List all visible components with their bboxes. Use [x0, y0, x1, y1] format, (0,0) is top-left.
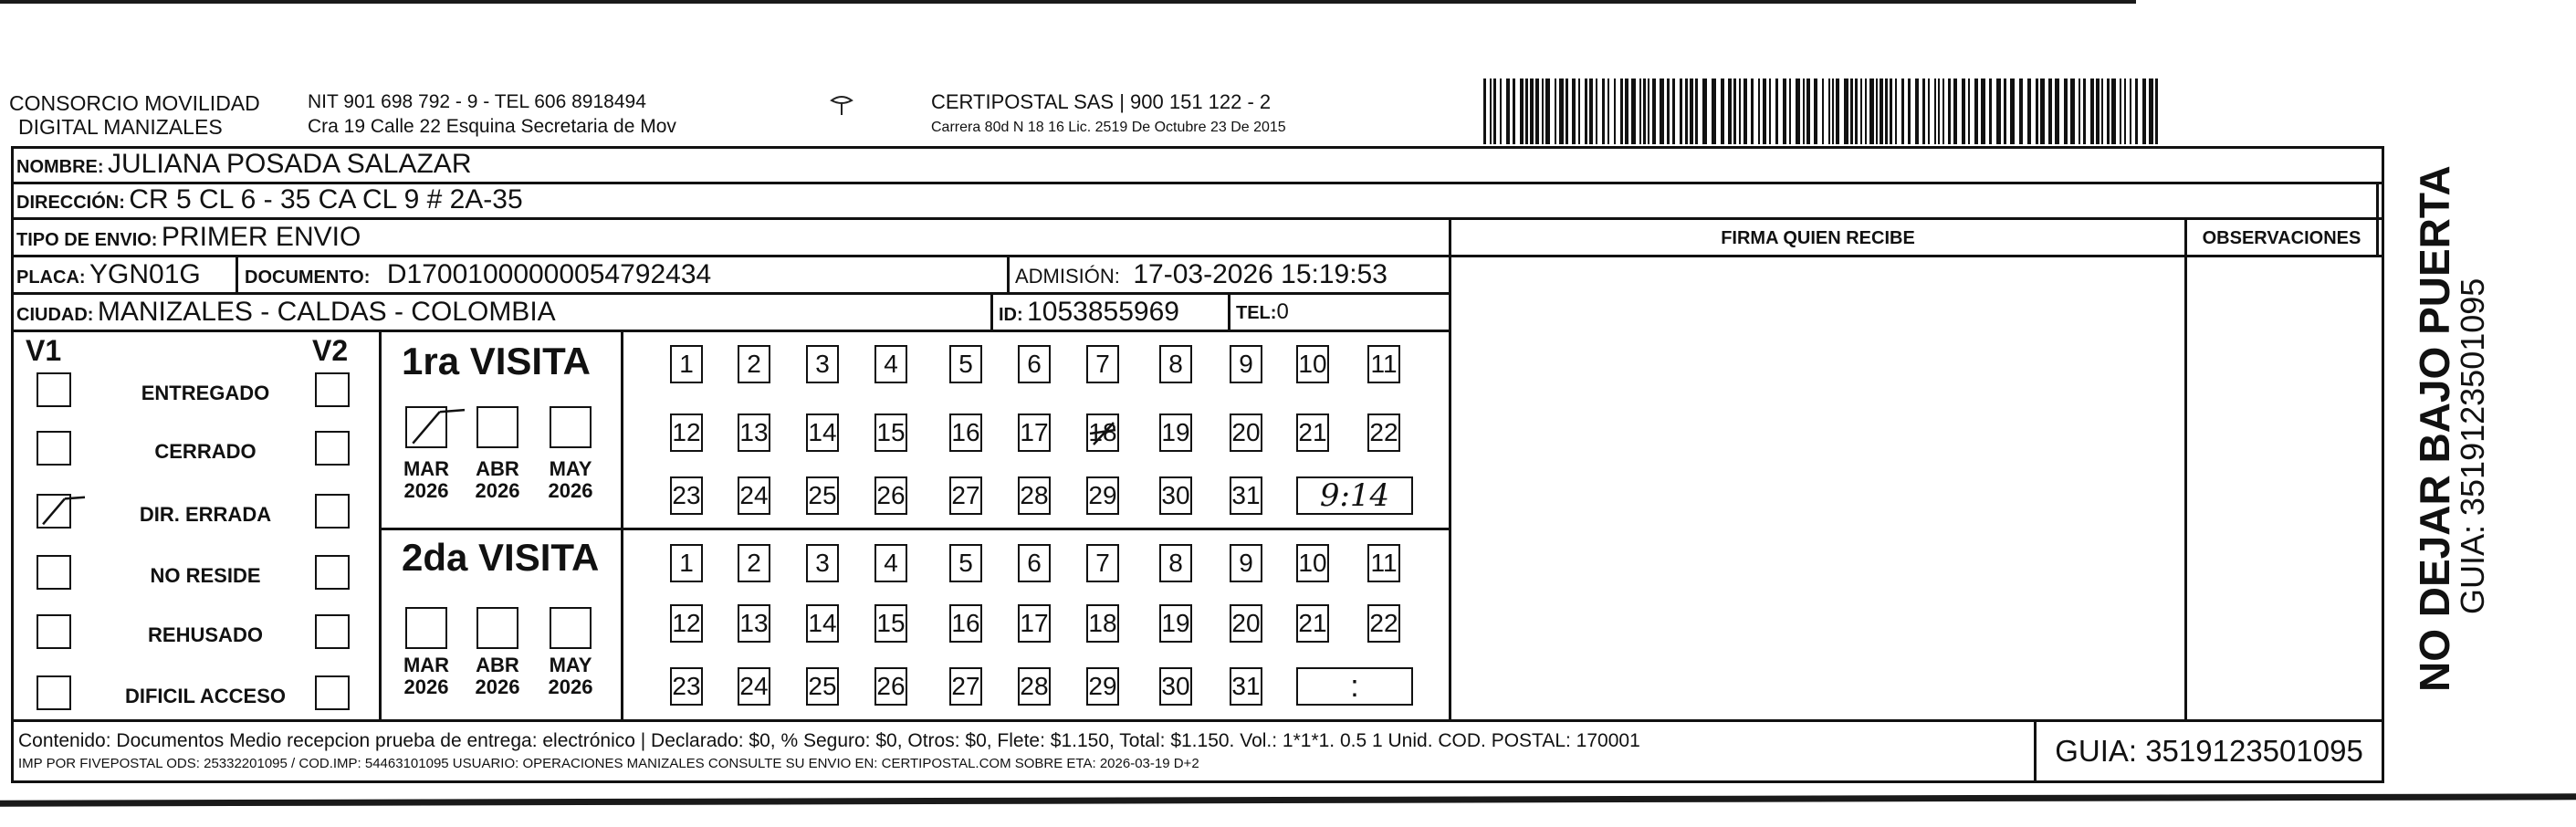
day-box: 17	[1018, 414, 1051, 452]
day-box: 27	[949, 476, 982, 515]
day-box: 16	[949, 414, 982, 452]
second-visit-title: 2da VISITA	[402, 536, 600, 579]
month-year: 2026	[403, 675, 449, 698]
sender-name-line2: DIGITAL MANIZALES	[18, 115, 223, 139]
month-year: 2026	[548, 479, 593, 502]
v1-status-checkbox	[37, 431, 71, 466]
month-label	[396, 458, 456, 502]
day-box: 8	[1159, 345, 1192, 383]
v1-header: V1	[26, 334, 62, 367]
first-visit-title: 1ra VISITA	[402, 340, 591, 382]
v2-header: V2	[312, 334, 349, 367]
day-box: 24	[738, 476, 770, 515]
day-mark-icon	[1086, 414, 1119, 452]
day-box: 8	[1159, 544, 1192, 582]
day-box: 14	[806, 414, 839, 452]
tel-value: 0	[1276, 299, 1289, 324]
tel-label: TEL:	[1236, 303, 1277, 323]
month-checkbox	[405, 607, 447, 649]
col-divider	[990, 292, 993, 330]
placa-label: PLACA:	[16, 267, 86, 288]
month-year: 2026	[475, 675, 520, 698]
month-label	[540, 654, 601, 698]
side-guia-text: GUIA: 3519123501095	[2454, 277, 2491, 614]
day-box: 6	[1018, 544, 1051, 582]
day-box: 2	[738, 544, 770, 582]
col-divider	[1007, 255, 1010, 292]
status-label: NO RESIDE	[150, 564, 261, 587]
day-box: 26	[874, 667, 907, 706]
id-label: ID:	[999, 305, 1023, 325]
day-box: 28	[1018, 476, 1051, 515]
visit-divider	[379, 528, 1449, 530]
month-year: 2026	[475, 479, 520, 502]
day-box: 4	[874, 345, 907, 383]
direccion-label: DIRECCIÓN:	[16, 193, 125, 213]
day-box: 13	[738, 414, 770, 452]
day-box: 29	[1086, 476, 1119, 515]
month-name: MAY	[549, 457, 592, 480]
id-value: 1053855969	[1027, 297, 1179, 327]
direccion-field	[16, 185, 523, 219]
tipo-envio-label: TIPO DE ENVIO:	[16, 230, 158, 250]
month-name: MAY	[549, 654, 592, 676]
day-box: 7	[1086, 544, 1119, 582]
day-box: 28	[1018, 667, 1051, 706]
month-year: 2026	[548, 675, 593, 698]
v1-status-checkbox	[37, 614, 71, 649]
day-box: 15	[874, 604, 907, 643]
day-box: 24	[738, 667, 770, 706]
carrier-license: Carrera 80d N 18 16 Lic. 2519 De Octubre 23 De 2015	[931, 120, 1286, 135]
sender-nit	[308, 89, 676, 139]
col-divider	[379, 330, 382, 719]
barcode-icon	[1483, 79, 2163, 144]
day-box: 12	[670, 604, 703, 643]
v1-status-checkbox	[37, 555, 71, 590]
day-box: 31	[1230, 667, 1262, 706]
day-box: 25	[806, 667, 839, 706]
day-box: 31	[1230, 476, 1262, 515]
sender-name-line1: CONSORCIO MOVILIDAD	[9, 91, 260, 115]
day-box: 7	[1086, 345, 1119, 383]
admision-field	[1015, 260, 1387, 294]
month-label	[540, 458, 601, 502]
month-name: ABR	[476, 654, 519, 676]
day-box: 21	[1296, 414, 1329, 452]
day-box: 4	[874, 544, 907, 582]
admision-label: ADMISIÓN:	[1015, 265, 1120, 288]
day-box: 2	[738, 345, 770, 383]
day-box: 3	[806, 345, 839, 383]
col-divider	[1449, 217, 1451, 719]
month-checkbox	[405, 406, 447, 448]
day-box: 30	[1159, 476, 1192, 515]
month-year: 2026	[403, 479, 449, 502]
placa-value: YGN01G	[89, 259, 201, 289]
nombre-label: NOMBRE:	[16, 157, 104, 177]
direccion-value: CR 5 CL 6 - 35 CA CL 9 # 2A-35	[129, 184, 523, 215]
carrier-name: CERTIPOSTAL SAS | 900 151 122 - 2	[931, 90, 1272, 113]
day-box: 5	[949, 544, 982, 582]
day-box: 26	[874, 476, 907, 515]
certipostal-logo-icon	[814, 93, 869, 130]
month-checkbox	[550, 406, 592, 448]
no-dejar-bajo-puerta-text: NO DEJAR BAJO PUERTA	[2411, 165, 2458, 692]
firma-header: FIRMA QUIEN RECIBE	[1721, 228, 1915, 248]
month-name: ABR	[476, 457, 519, 480]
day-box: 3	[806, 544, 839, 582]
month-label	[396, 654, 456, 698]
day-box: 14	[806, 604, 839, 643]
ciudad-label: CIUDAD:	[16, 305, 94, 325]
day-box: 5	[949, 345, 982, 383]
day-box: 16	[949, 604, 982, 643]
status-label: DIR. ERRADA	[139, 503, 272, 526]
day-box: 11	[1367, 345, 1400, 383]
col-divider	[2184, 217, 2187, 719]
month-label	[467, 654, 528, 698]
footer-divider	[11, 719, 2384, 722]
day-box: 9	[1230, 345, 1262, 383]
month-checkbox	[476, 607, 518, 649]
day-box: 20	[1230, 604, 1262, 643]
contenido-line: Contenido: Documentos Medio recepcion prueba de entrega: electrónico | Declarado: $0, % Seguro: $0, Otros: $0, Flete: $1.150, Total: $1.150. Vol.: 1*1*1. 0.5 1 Unid. COD. POSTAL: 170001	[18, 730, 1640, 751]
day-box: 23	[670, 476, 703, 515]
day-box: 23	[670, 667, 703, 706]
col-divider	[621, 330, 623, 719]
tipo-envio-value: PRIMER ENVIO	[161, 222, 361, 252]
ciudad-field	[16, 298, 556, 331]
day-box: 18	[1086, 604, 1119, 643]
nombre-field	[16, 150, 471, 183]
v2-status-checkbox	[315, 614, 350, 649]
day-box: 19	[1159, 414, 1192, 452]
status-label: REHUSADO	[148, 623, 263, 646]
admision-value: 17-03-2026 15:19:53	[1133, 259, 1387, 289]
v2-status-checkbox	[315, 494, 350, 529]
col-divider	[236, 255, 238, 292]
day-box: 22	[1367, 414, 1400, 452]
day-box: 10	[1296, 345, 1329, 383]
day-box: 25	[806, 476, 839, 515]
month-name: MAR	[403, 457, 450, 480]
day-box: 19	[1159, 604, 1192, 643]
sender-address-line: Cra 19 Calle 22 Esquina Secretaria de Mov	[308, 116, 676, 137]
guia-box: GUIA: 3519123501095	[2034, 719, 2384, 783]
month-checkbox	[476, 406, 518, 448]
check-mark-icon	[38, 496, 69, 527]
day-box: 29	[1086, 667, 1119, 706]
nombre-value: JULIANA POSADA SALAZAR	[108, 149, 472, 179]
day-box: 18	[1086, 414, 1119, 452]
day-box: 12	[670, 414, 703, 452]
v2-status-checkbox	[315, 675, 350, 710]
day-box: 13	[738, 604, 770, 643]
month-checkbox	[550, 607, 592, 649]
day-box: 11	[1367, 544, 1400, 582]
col-divider	[1228, 292, 1230, 330]
day-box: 1	[670, 544, 703, 582]
id-field	[999, 298, 1179, 331]
top-rule	[0, 0, 2136, 4]
day-box: 27	[949, 667, 982, 706]
v2-status-checkbox	[315, 431, 350, 466]
status-label: CERRADO	[154, 440, 257, 463]
v2-status-checkbox	[315, 555, 350, 590]
placa-field	[16, 260, 201, 294]
day-box: 22	[1367, 604, 1400, 643]
sender-nit-line: NIT 901 698 792 - 9 - TEL 606 8918494	[308, 91, 646, 112]
observaciones-header: OBSERVACIONES	[2202, 228, 2361, 248]
day-box: 20	[1230, 414, 1262, 452]
v1-status-checkbox	[37, 675, 71, 710]
col-divider	[2376, 182, 2379, 255]
month-name: MAR	[403, 654, 450, 676]
row-divider	[11, 255, 2384, 257]
imp-line: IMP POR FIVEPOSTAL ODS: 25332201095 / COD.IMP: 54463101095 USUARIO: OPERACIONES MANIZALES CONSULTE SU ENVIO EN: CERTIPOSTAL.COM SOBRE ETA: 2026-03-19 D+2	[18, 756, 1199, 771]
day-box: 30	[1159, 667, 1192, 706]
status-label: ENTREGADO	[141, 382, 270, 404]
visit-time-box: :	[1296, 667, 1413, 706]
bottom-rule	[0, 793, 2576, 806]
month-label	[467, 458, 528, 502]
day-box: 6	[1018, 345, 1051, 383]
v2-status-checkbox	[315, 372, 350, 407]
day-box: 15	[874, 414, 907, 452]
documento-label: DOCUMENTO:	[245, 267, 371, 288]
ciudad-value: MANIZALES - CALDAS - COLOMBIA	[97, 297, 556, 327]
sender-name	[9, 91, 260, 139]
check-mark-icon	[407, 408, 445, 446]
carrier-info	[931, 89, 1286, 141]
day-box: 10	[1296, 544, 1329, 582]
visit-time-box: 9:14	[1296, 476, 1413, 515]
v1-status-checkbox	[37, 372, 71, 407]
status-label: DIFICIL ACCESO	[124, 685, 286, 707]
tipo-envio-field	[16, 223, 361, 256]
day-box: 9	[1230, 544, 1262, 582]
tel-field	[1236, 298, 1289, 330]
day-box: 1	[670, 345, 703, 383]
v1-status-checkbox	[37, 494, 71, 529]
documento-value: D17001000000054792434	[386, 259, 712, 289]
day-box: 17	[1018, 604, 1051, 643]
day-box: 21	[1296, 604, 1329, 643]
documento-field	[245, 260, 711, 294]
